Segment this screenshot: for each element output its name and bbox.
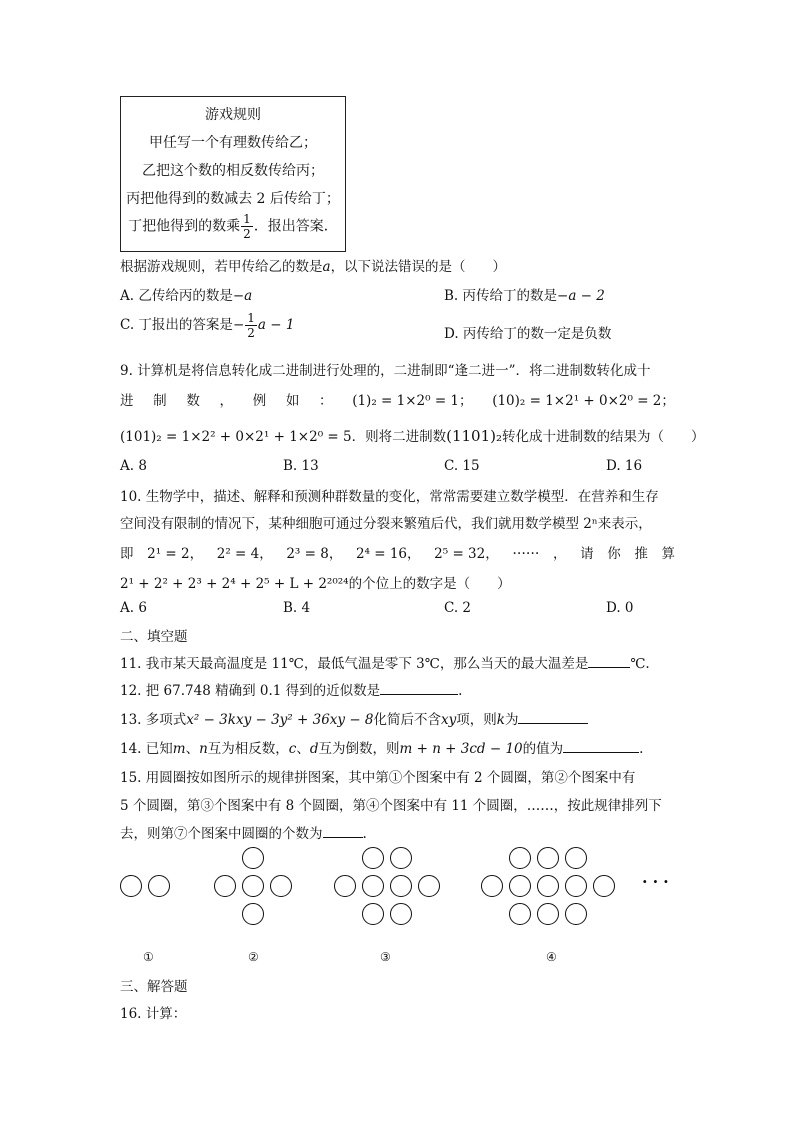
q10-option-b[interactable]: B. 4 bbox=[283, 600, 311, 616]
q9-word: ， bbox=[219, 393, 234, 409]
q10-option-d[interactable]: D. 0 bbox=[606, 600, 634, 616]
q14-answer-blank[interactable] bbox=[563, 740, 639, 753]
pattern-label-1: ① bbox=[143, 950, 154, 964]
q12-answer-blank[interactable] bbox=[380, 682, 458, 695]
pattern-4-circle bbox=[593, 875, 615, 897]
q9-line-2 bbox=[120, 389, 675, 409]
q10-item: 请 bbox=[580, 546, 594, 562]
q10-item: 算 bbox=[661, 546, 675, 562]
q13-text: 13. 多项式 bbox=[120, 712, 187, 728]
q13-xy: xy bbox=[441, 712, 457, 728]
pattern-4-circle bbox=[537, 903, 559, 925]
q14-end: . bbox=[639, 741, 644, 757]
rules-line-2: 乙把这个数的相反数传给丙； bbox=[142, 163, 324, 179]
pattern-4-circle bbox=[565, 847, 587, 869]
q8-option-b-label: B. 丙传给丁的数是 bbox=[444, 288, 558, 304]
pattern-4-circle bbox=[509, 903, 531, 925]
pattern-label-4: ④ bbox=[546, 950, 557, 964]
q8-option-c[interactable] bbox=[120, 312, 294, 339]
q10-option-a[interactable]: A. 6 bbox=[120, 600, 147, 616]
q9-option-b[interactable]: B. 13 bbox=[283, 458, 319, 474]
fraction-half bbox=[241, 213, 253, 240]
pattern-2-circle bbox=[242, 875, 264, 897]
rules-title: 游戏规则 bbox=[205, 107, 261, 123]
q8-option-c-minus: − bbox=[232, 317, 245, 333]
q11 bbox=[120, 652, 650, 672]
q10-line-4-post: 的个位上的数字是（ ） bbox=[348, 576, 511, 592]
q8-option-b[interactable] bbox=[444, 284, 605, 304]
q9-example-3: (101)₂ = 1×2² + 0×2¹ + 1×2⁰ = 5 bbox=[120, 429, 352, 445]
q11-unit: ℃. bbox=[630, 656, 650, 672]
q8-option-a[interactable] bbox=[120, 284, 252, 304]
q10-item: …… bbox=[512, 542, 540, 558]
q14-expression: m + n + 3cd − 10 bbox=[399, 741, 523, 757]
frac-denominator: 2 bbox=[243, 227, 251, 241]
q9-option-d[interactable]: D. 16 bbox=[606, 458, 643, 474]
q14-text: 14. 已知 bbox=[120, 741, 173, 757]
pattern-3-circle bbox=[418, 875, 440, 897]
q14-d: d bbox=[309, 741, 319, 757]
pattern-3-circle bbox=[390, 875, 412, 897]
rules-line-3: 丙把他得到的数减去 2 后传给丁； bbox=[126, 191, 340, 207]
q8-stem bbox=[120, 255, 506, 275]
q11-text: 11. 我市某天最高温度是 11℃，最低气温是零下 3℃，那么当天的最大温差是 bbox=[120, 656, 589, 672]
rules-line-4-post: ．报出答案． bbox=[253, 218, 338, 235]
game-rules-box bbox=[120, 96, 346, 252]
pattern-4-circle bbox=[509, 847, 531, 869]
q8-stem-pre: 根据游戏规则，若甲传给乙的数是 bbox=[120, 259, 323, 275]
q10-option-c[interactable]: C. 2 bbox=[444, 600, 472, 616]
q13-answer-blank[interactable] bbox=[518, 711, 588, 724]
pattern-4-circle bbox=[481, 875, 503, 897]
q13-post: 为 bbox=[504, 712, 519, 728]
q13 bbox=[120, 708, 588, 728]
q8-option-a-math: −a bbox=[232, 288, 253, 304]
pattern-4-circle bbox=[537, 875, 559, 897]
pattern-2-circle bbox=[214, 875, 236, 897]
q9-word: 进 bbox=[120, 393, 134, 409]
pattern-1-circle bbox=[148, 875, 170, 897]
q10-item: 2³ = 8， bbox=[286, 546, 343, 562]
pattern-label-3: ③ bbox=[380, 950, 391, 964]
q12 bbox=[120, 679, 462, 699]
q10-item: 推 bbox=[634, 546, 648, 562]
q12-end: . bbox=[458, 683, 463, 699]
pattern-4-circle bbox=[509, 875, 531, 897]
q13-mid2: 项，则 bbox=[456, 712, 497, 728]
q10-line-3 bbox=[120, 542, 675, 562]
pattern-3-circle bbox=[390, 847, 412, 869]
pattern-2-circle bbox=[242, 847, 264, 869]
q16: 16. 计算： bbox=[120, 1006, 187, 1022]
q15-line-3-text: 去，则第⑦个图案中圆圈的个数为 bbox=[120, 826, 323, 842]
q10-line-4 bbox=[120, 572, 511, 592]
frac-numerator: 1 bbox=[243, 212, 251, 226]
q14-mid1: 互为相反数， bbox=[207, 741, 289, 757]
q10-item: 2⁵ = 32， bbox=[434, 546, 499, 562]
pattern-4-circle bbox=[565, 875, 587, 897]
pattern-1-circle bbox=[120, 875, 142, 897]
q15-line-3 bbox=[120, 822, 367, 842]
q14-m: m bbox=[172, 741, 186, 757]
q14-mid2: 互为倒数，则 bbox=[318, 741, 400, 757]
q8-option-a-label: A. 乙传给丙的数是 bbox=[120, 288, 233, 304]
q15-line-2: 5 个圆圈，第③个图案中有 8 个圆圈，第④个图案中有 11 个圆圈，……，按此规律排列下 bbox=[120, 798, 662, 814]
frac-numerator: 1 bbox=[247, 311, 255, 325]
pattern-label-2: ② bbox=[248, 950, 259, 964]
q14-sep: 、 bbox=[185, 741, 200, 757]
q14-n: n bbox=[199, 741, 208, 757]
q11-answer-blank[interactable] bbox=[588, 655, 630, 668]
q9-word: ： bbox=[319, 393, 333, 409]
q9-binary-number: (1101)₂ bbox=[446, 427, 502, 445]
q9-line-3-mid: ．则将二进制数 bbox=[351, 429, 447, 445]
pattern-2-circle bbox=[242, 903, 264, 925]
q9-word: 数 bbox=[186, 393, 200, 409]
q8-option-b-math: −a − 2 bbox=[557, 288, 605, 304]
q10-item: ， bbox=[552, 546, 567, 562]
q8-var-a: a bbox=[322, 259, 331, 275]
q10-item: 2² = 4， bbox=[216, 546, 273, 562]
pattern-3-circle bbox=[390, 903, 412, 925]
q8-option-d[interactable]: D. 丙传给丁的数一定是负数 bbox=[444, 326, 612, 342]
pattern-4-circle bbox=[565, 903, 587, 925]
pattern-3-circle bbox=[334, 875, 356, 897]
rules-line-4 bbox=[121, 213, 345, 240]
q10-item: 即 bbox=[120, 546, 134, 562]
q13-polynomial: x² − 3kxy − 3y² + 36xy − 8 bbox=[186, 712, 374, 728]
q10-item: 你 bbox=[607, 546, 621, 562]
pattern-2-circle bbox=[270, 875, 292, 897]
frac-denominator: 2 bbox=[247, 326, 255, 340]
q9-line-3-post: 转化成十进制数的结果为（ ） bbox=[502, 429, 705, 445]
q15-answer-blank[interactable] bbox=[323, 825, 363, 838]
rules-line-1: 甲任写一个有理数传给乙； bbox=[149, 135, 317, 151]
q9-word: 例 bbox=[252, 393, 267, 409]
q10-line-2: 空间没有限制的情况下，某种细胞可通过分裂来繁殖后代，我们就用数学模型 2ⁿ来表示， bbox=[120, 516, 652, 532]
q9-word: 如 bbox=[285, 393, 300, 409]
q9-line-3 bbox=[120, 425, 705, 445]
q8-stem-post: ，以下说法错误的是（ ） bbox=[330, 259, 507, 275]
q14-c: c bbox=[288, 741, 297, 757]
q15-line-1: 15. 用圆圈按如图所示的规律拼图案，其中第①个图案中有 2 个圆圈，第②个图案中有 bbox=[120, 770, 636, 786]
q9-option-a[interactable]: A. 8 bbox=[120, 458, 147, 474]
q12-text: 12. 把 67.748 精确到 0.1 得到的近似数是 bbox=[120, 683, 381, 699]
q9-option-c[interactable]: C. 15 bbox=[444, 458, 480, 474]
section-2-heading: 二、填空题 bbox=[120, 629, 188, 645]
q9-line-1: 9. 计算机是将信息转化成二进制进行处理的，二进制即“逢二进一”．将二进制数转化成十 bbox=[120, 363, 651, 379]
q9-example-1: (1)₂ = 1×2⁰ = 1； bbox=[352, 393, 473, 409]
q10-line-1: 10. 生物学中，描述、解释和预测种群数量的变化，常常需要建立数学模型．在营养和生存 bbox=[120, 489, 659, 505]
q10-item: 2⁴ = 16， bbox=[355, 546, 421, 562]
q8-option-c-math: a − 1 bbox=[257, 317, 295, 333]
q14-post: 的值为 bbox=[522, 741, 564, 757]
pattern-3-circle bbox=[362, 903, 384, 925]
section-3-heading: 三、解答题 bbox=[120, 979, 188, 995]
pattern-ellipsis: ··· bbox=[642, 872, 674, 891]
pattern-3-circle bbox=[362, 875, 384, 897]
q10-sum-expression: 2¹ + 2² + 2³ + 2⁴ + 2⁵ + L + 2²⁰²⁴ bbox=[120, 576, 349, 592]
q13-mid: 化简后不含 bbox=[373, 712, 442, 728]
q15-end: . bbox=[362, 826, 367, 842]
q13-k: k bbox=[496, 712, 505, 728]
q10-item: 2¹ = 2， bbox=[147, 546, 204, 562]
pattern-3-circle bbox=[362, 847, 384, 869]
q8-option-c-label: C. 丁报出的答案是 bbox=[120, 317, 233, 333]
q8-option-c-fraction bbox=[245, 312, 257, 339]
q14 bbox=[120, 737, 643, 757]
pattern-4-circle bbox=[537, 847, 559, 869]
q9-word: 制 bbox=[153, 393, 167, 409]
q14-sep: 、 bbox=[296, 741, 310, 757]
q9-example-2: (10)₂ = 1×2¹ + 0×2⁰ = 2； bbox=[492, 393, 675, 409]
rules-line-4-pre: 丁把他得到的数乘 bbox=[128, 218, 241, 235]
